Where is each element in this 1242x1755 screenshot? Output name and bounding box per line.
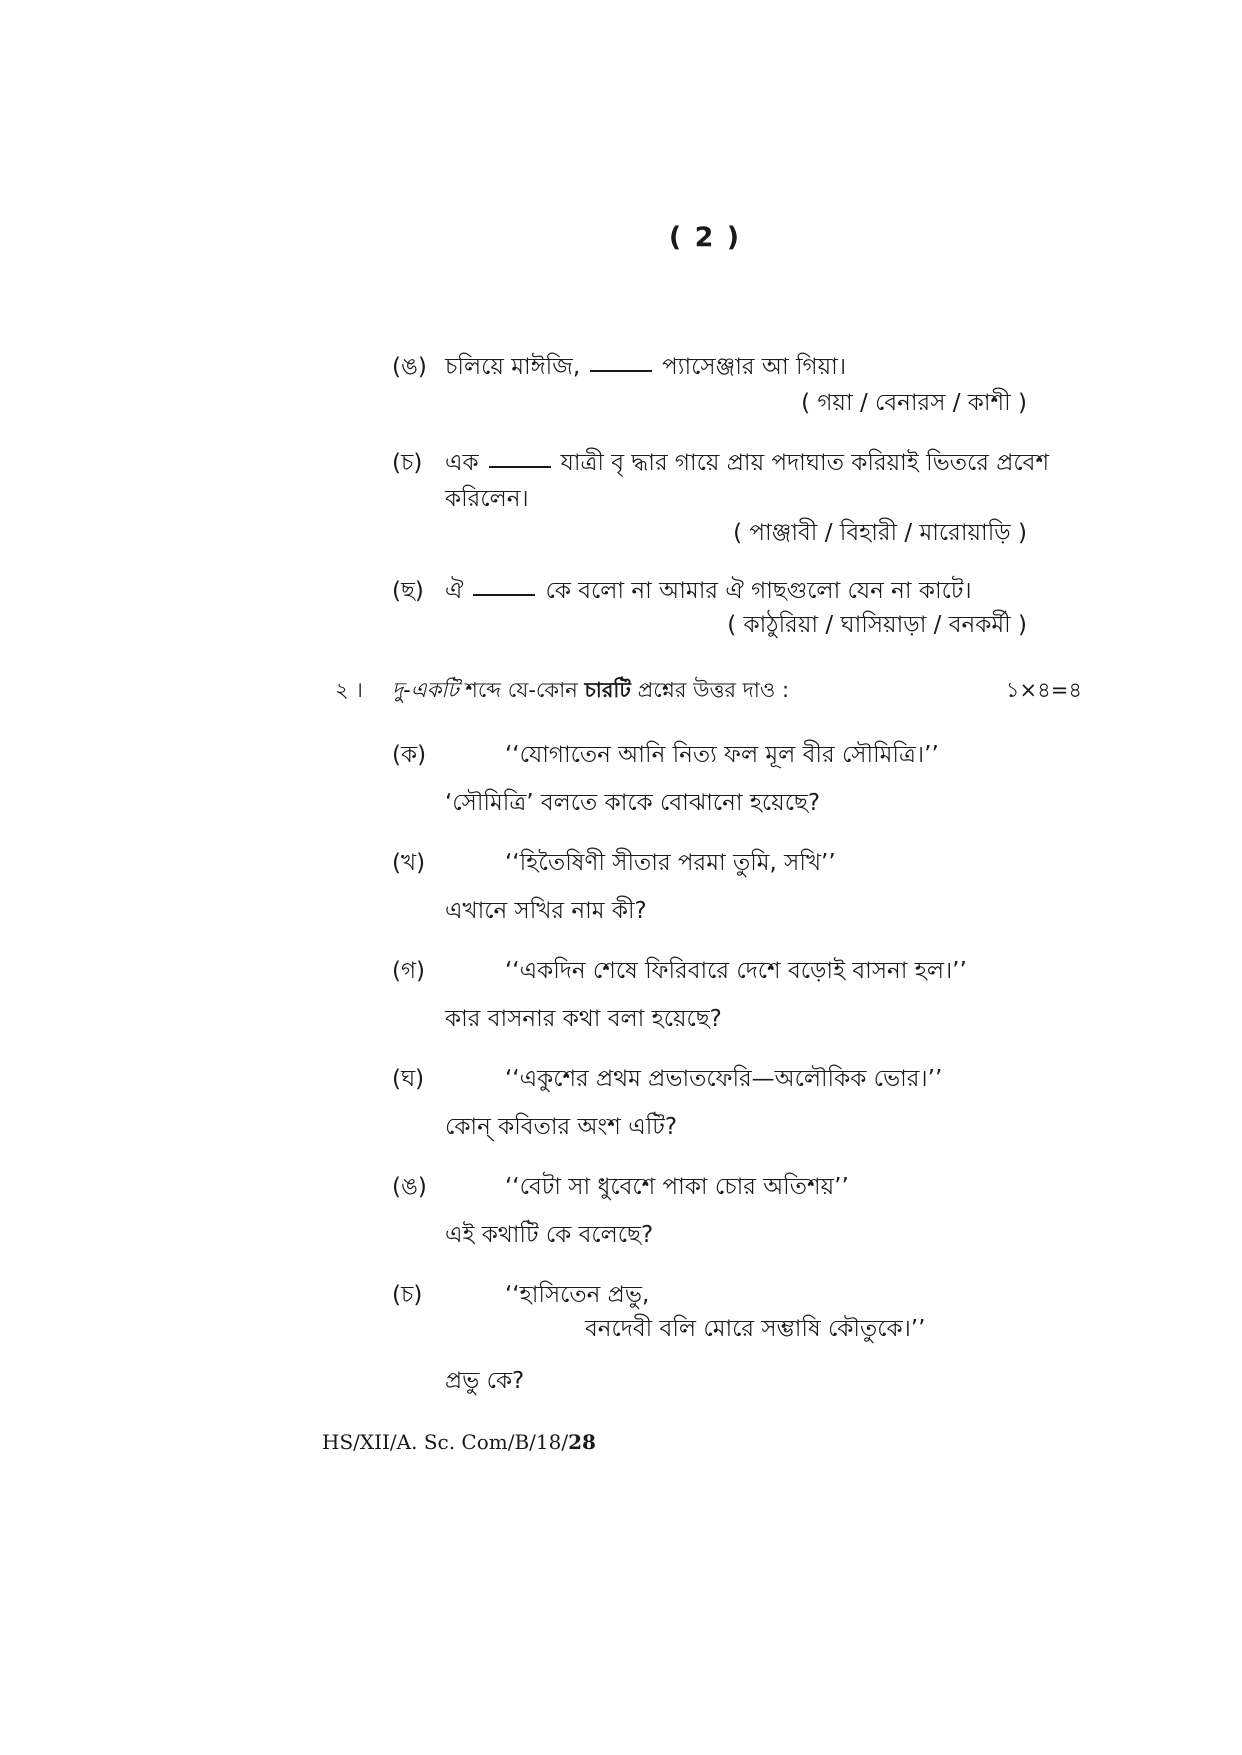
item-label: (ঘ) xyxy=(392,1066,425,1092)
quotation-continued: বনদেবী বলি মোরে সম্ভাষি কৌতুকে।’’ xyxy=(585,1316,926,1342)
paper-code: HS/XII/A. Sc. Com/B/18/28 xyxy=(322,1430,596,1454)
item-text: ঐ কে বলো না আমার ঐ গাছগুলো যেন না কাটে। xyxy=(445,578,972,604)
quotation: ‘‘হাসিতেন প্রভু, xyxy=(505,1282,650,1308)
blank-line xyxy=(473,594,535,596)
blank-line xyxy=(489,466,551,468)
blank-line xyxy=(590,370,652,372)
quotation: ‘‘একুশের প্রথম প্রভাতফেরি—অলৌকিক ভোর।’’ xyxy=(505,1066,943,1092)
item-label: (চ) xyxy=(392,450,423,476)
item-label: (ঙ) xyxy=(392,354,427,380)
item-label: (খ) xyxy=(392,850,426,876)
marks-allocation: ১×৪=৪ xyxy=(1005,678,1082,702)
quotation: ‘‘যোগাতেন আনি নিত্য ফল মূল বীর সৌমিত্রি।’’ xyxy=(505,742,939,768)
question-text: কোন্ কবিতার অংশ এটি? xyxy=(445,1114,678,1140)
item-label: (ক) xyxy=(392,742,427,768)
question-text: কার বাসনার কথা বলা হয়েছে? xyxy=(445,1006,722,1032)
question-text: এই কথাটি কে বলেছে? xyxy=(445,1222,654,1248)
question-text: এখানে সখির নাম কী? xyxy=(445,898,647,924)
item-label: (ছ) xyxy=(392,578,424,604)
quotation: ‘‘একদিন শেষে ফিরিবারে দেশে বড়োই বাসনা হল।’’ xyxy=(505,958,967,984)
item-options: ( পাঞ্জাবী / বিহারী / মারোয়াড়ি ) xyxy=(733,520,1027,546)
quotation: ‘‘বেটা সা ধুবেশে পাকা চোর অতিশয়’’ xyxy=(505,1174,849,1200)
question-text: ‘সৌমিত্রি’ বলতে কাকে বোঝানো হয়েছে? xyxy=(445,790,821,816)
item-text-continued: করিলেন। xyxy=(445,486,529,512)
quotation: ‘‘হিতৈষিণী সীতার পরমা তুমি, সখি’’ xyxy=(505,850,836,876)
item-text: চলিয়ে মাঈজি, প্যাসেঞ্জার আ গিয়া। xyxy=(445,354,847,380)
item-label: (গ) xyxy=(392,958,426,984)
question-number: ২ । xyxy=(335,678,363,702)
item-text: এক যাত্রী বৃ দ্ধার গায়ে প্রায় পদাঘাত করিয়াই ভিতরে প্রবেশ xyxy=(445,450,1050,476)
item-options: ( কাঠুরিয়া / ঘাসিয়াড়া / বনকর্মী ) xyxy=(727,612,1027,638)
page-number: ( 2 ) xyxy=(668,222,742,253)
item-label: (চ) xyxy=(392,1282,423,1308)
section-instruction: দু-একটি শব্দে যে-কোন চারটি প্রশ্নের উত্তর দাও : xyxy=(392,678,790,702)
question-text: প্রভু কে? xyxy=(445,1368,525,1394)
item-options: ( গয়া / বেনারস / কাশী ) xyxy=(801,390,1027,416)
item-label: (ঙ) xyxy=(392,1174,427,1200)
